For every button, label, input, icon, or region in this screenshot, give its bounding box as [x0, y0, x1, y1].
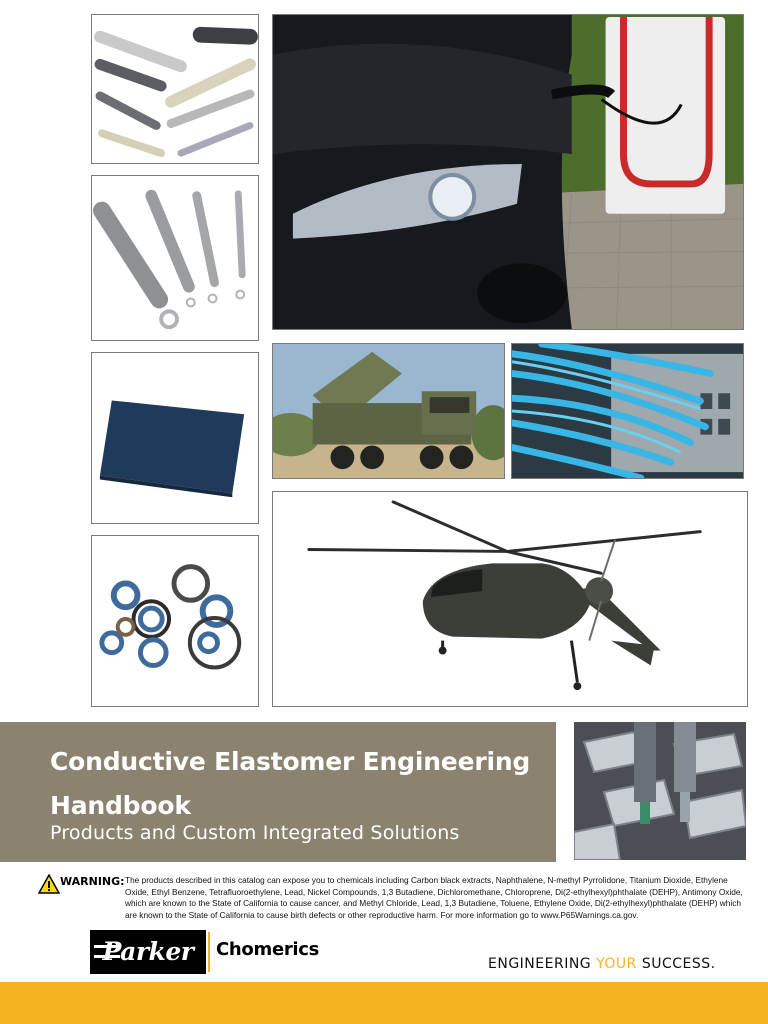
document-title: [50, 740, 540, 828]
logo-divider: [208, 932, 210, 972]
parker-chomerics-logo: [90, 930, 330, 976]
o-rings-illustration: [92, 536, 258, 706]
document-subtitle: Products and Custom Integrated Solutions: [50, 822, 460, 844]
tagline-part-2: SUCCESS.: [636, 956, 716, 972]
tagline: [488, 956, 716, 972]
ev-charging-illustration: [273, 15, 743, 329]
photo-network-cables: [511, 343, 744, 479]
photo-o-rings: [91, 535, 259, 707]
title-line-2: Handbook: [50, 791, 191, 820]
photo-helicopter: [272, 491, 748, 707]
photo-ev-charging: [272, 14, 744, 330]
photo-military-vehicle: [272, 343, 505, 479]
tagline-part-1: ENGINEERING: [488, 956, 597, 972]
dispensing-robot-illustration: [574, 722, 746, 860]
title-line-1: Conductive Elastomer Engineering: [50, 747, 531, 776]
military-vehicle-illustration: [273, 344, 504, 478]
prop65-warning: [38, 872, 750, 918]
warning-label: WARNING:: [60, 875, 125, 888]
helicopter-illustration: [273, 492, 747, 706]
photo-extrusion-profiles: [91, 14, 259, 164]
parker-wordmark: Parker: [102, 937, 194, 966]
chomerics-wordmark: Chomerics: [216, 939, 320, 960]
tubes-illustration: [92, 176, 258, 340]
warning-triangle-icon: [38, 874, 60, 894]
bottom-color-band: [0, 982, 768, 1024]
warning-text: The products described in this catalog can expose you to chemicals including Carbon black extracts, Naphthalene, N-methyl Pyrrolidone, Titanium Dioxide, Ethylene Oxide, Ethyl Benzene, Tetrafluoroethylene, Lead, Nickel Compounds, 1,3 Butadiene, Dichloromethane, Chloroprene, Di(2-ethylhexyl)phthalate (DEHP), Antimony Oxide, which are known to the State of California to cause cancer, and Methyl Chloride, Lead, 1,3 Butadiene, Toluene, Ethylene Oxide, Di(2-ethylhexyl)phthalate (DEHP) which are known to the State of California to cause birth defects or other reproductive harm. For more information go to www.P65Warnings.ca.gov.: [125, 875, 743, 920]
sheet-illustration: [92, 353, 258, 523]
network-cables-illustration: [512, 344, 743, 478]
tagline-highlight: YOUR: [596, 956, 637, 972]
parker-logo-box: [90, 930, 206, 974]
photo-tubes: [91, 175, 259, 341]
photo-conductive-sheet: [91, 352, 259, 524]
title-band: [0, 722, 556, 862]
extrusion-profiles-illustration: [92, 15, 258, 163]
photo-dispensing-robot: [574, 722, 746, 860]
